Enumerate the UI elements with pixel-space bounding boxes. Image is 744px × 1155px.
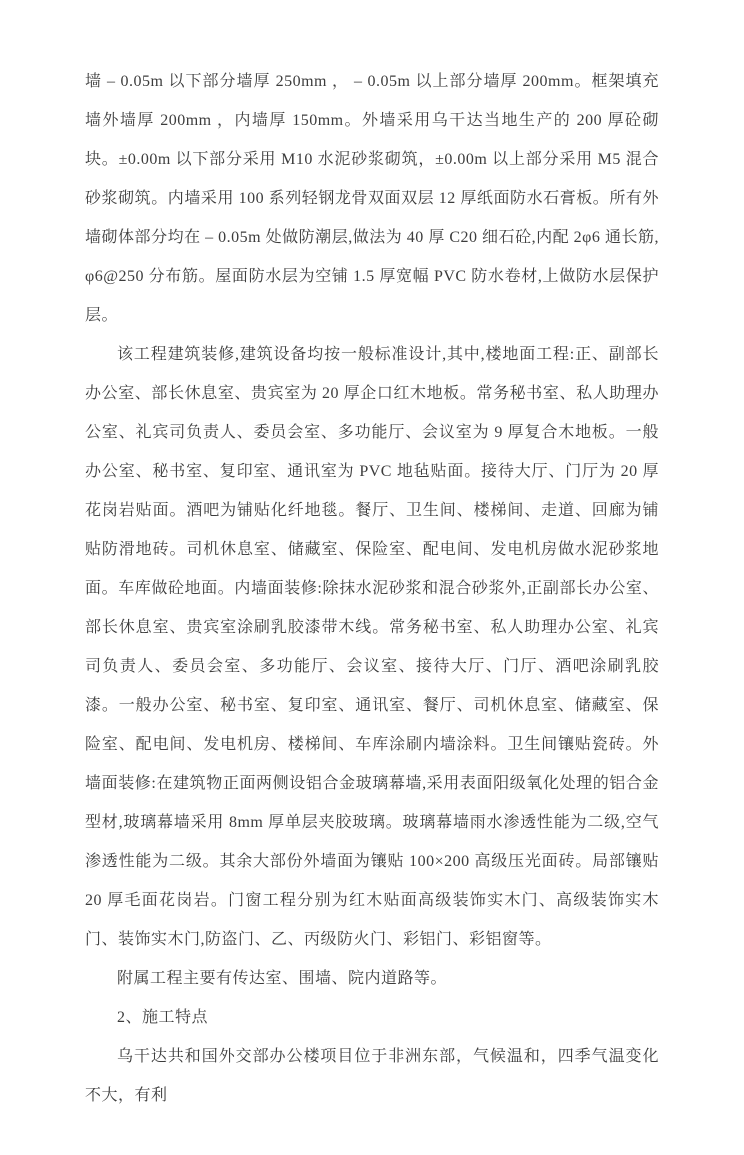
paragraph-auxiliary-works: 附属工程主要有传达室、围墙、院内道路等。 [117,970,448,987]
paragraph-project-location: 乌干达共和国外交部办公楼项目位于非洲东部，气候温和，四季气温变化不大，有利 [85,1048,659,1104]
paragraph-wall-and-roof-specs: 墙 – 0.05m 以下部分墙厚 250mm ， – 0.05m 以上部分墙厚 200mm。框架填充墙外墙厚 200mm ，内墙厚 150mm。外墙采用乌干达当地生产的 200 厚砼砌块。±0.00m 以下部分采用 M10 水泥砂浆砌筑，±0.00m 以上部分采用 M5 混合砂浆砌筑。内墙采用 100 系列轻钢龙骨双面双层 12 厚纸面防水石膏板。所有外墙砌体部分均在 – 0.05m 处做防潮层,做法为 40 厚 C20 细石砼,内配 2φ6 通长筋,φ6@250 分布筋。屋面防水层为空铺 1.5 厚宽幅 PVC 防水卷材,上做防水层保护层。 [85,73,659,324]
paragraph-decoration-standards: 该工程建筑装修,建筑设备均按一般标准设计,其中,楼地面工程:正、副部长办公室、部长休息室、贵宾室为 20 厚企口红木地板。常务秘书室、私人助理办公室、礼宾司负责人、委员会室、多功能厅、会议室为 9 厚复合木地板。一般办公室、秘书室、复印室、通讯室为 PVC 地毡贴面。接待大厅、门厅为 20 厚花岗岩贴面。酒吧为铺贴化纤地毯。餐厅、卫生间、楼梯间、走道、回廊为铺贴防滑地砖。司机休息室、储藏室、保险室、配电间、发电机房做水泥砂浆地面。车库做砼地面。内墙面装修:除抹水泥砂浆和混合砂浆外,正副部长办公室、部长休息室、贵宾室涂刷乳胶漆带木线。常务秘书室、私人助理办公室、礼宾司负责人、委员会室、多功能厅、会议室、接待大厅、门厅、酒吧涂刷乳胶漆。一般办公室、秘书室、复印室、通讯室、餐厅、司机休息室、储藏室、保险室、配电间、发电机房、楼梯间、车库涂刷内墙涂料。卫生间镶贴瓷砖。外墙面装修:在建筑物正面两侧设铝合金玻璃幕墙,采用表面阳级氧化处理的铝合金型材,玻璃幕墙采用 8mm 厚单层夹胶玻璃。玻璃幕墙雨水渗透性能为二级,空气渗透性能为二级。其余大部份外墙面为镶贴 100×200 高级压光面砖。局部镶贴 20 厚毛面花岗岩。门窗工程分别为红木贴面高级装饰实木门、高级装饰实木门、装饰实木门,防盗门、乙、丙级防火门、彩铝门、彩铝窗等。 [85,346,659,948]
heading-construction-features: 2、施工特点 [117,1009,209,1026]
